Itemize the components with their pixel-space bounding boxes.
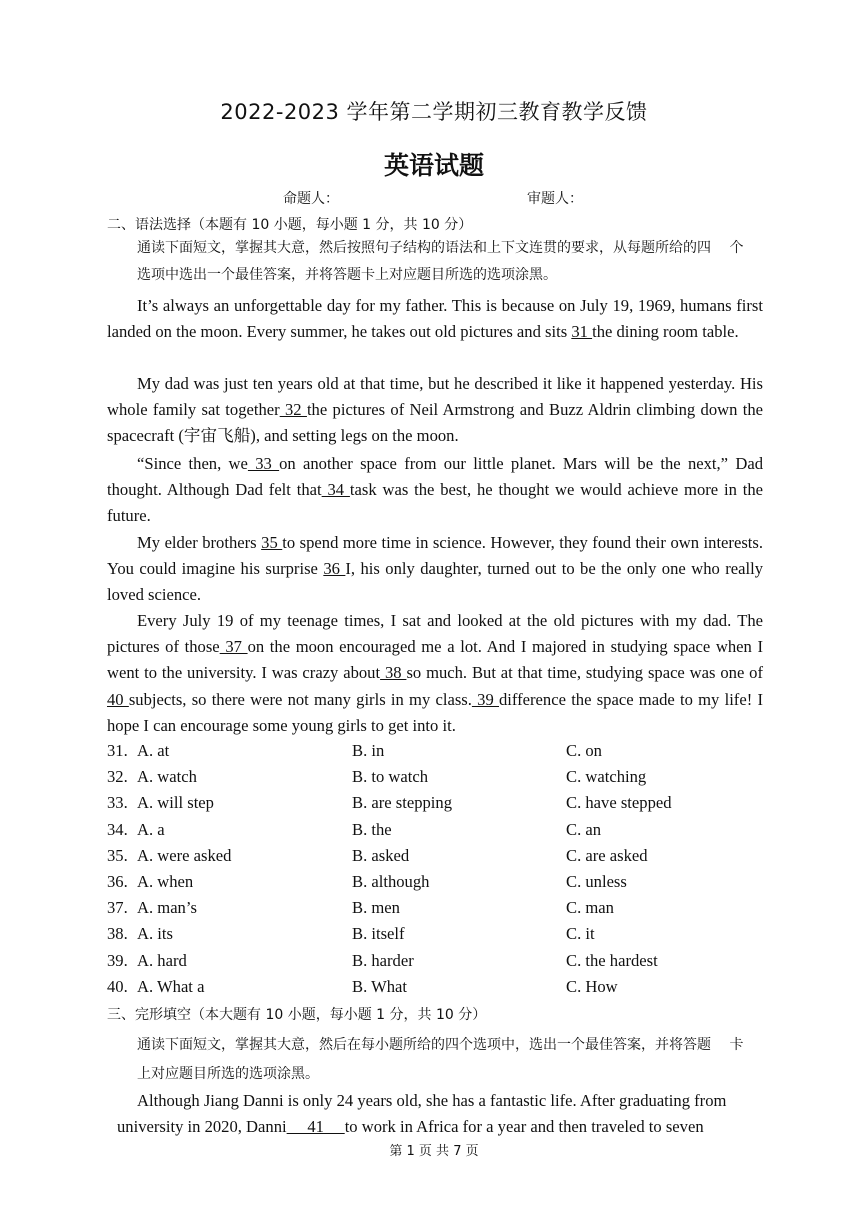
- option-number: 36.: [107, 872, 128, 891]
- option-number: 39.: [107, 950, 128, 970]
- blank-32: 32: [279, 400, 307, 420]
- option-a: A. will step: [137, 793, 214, 813]
- option-number: 33.: [107, 793, 128, 813]
- option-b: B. asked: [352, 845, 410, 865]
- passage-paragraph-3: “Since then, we 33 on another space from our little planet. Mars will be the next,” Dad thought. Although Dad felt that 34 task was the best, he thought we would achieve more in the future.: [107, 454, 764, 526]
- author-label: 命题人：: [283, 191, 339, 207]
- option-c: C. are asked: [566, 845, 648, 865]
- blank-35: 35: [261, 533, 283, 552]
- page-footer: 第 1 页 共 7 页: [389, 1144, 479, 1159]
- section3-instruction-line1: 通读下面短文，掌握其大意，然后在每小题所给的四个选项中，选出一个最佳答案，并将答题 卡: [137, 1037, 744, 1053]
- option-b: B. to watch: [352, 767, 429, 787]
- option-number: 34.: [107, 819, 128, 839]
- passage-paragraph-2: My dad was just ten years old at that time, but he described it like it happened yesterday. His whole family sat together 32 the pictures of Neil Armstrong and Buzz Aldrin climbing down the spacecraft (宇宙飞船), and setting legs on the moon.: [107, 374, 764, 446]
- passage-paragraph-1: It’s always an unforgettable day for my father. This is because on July 19, 1969, humans first landed on the moon. Every summer, he takes out old pictures and sits 31 the dining room table.: [107, 296, 763, 342]
- option-a: A. were asked: [137, 845, 232, 865]
- cloze-line-2: university in 2020, Danni 41 to work in Africa for a year and then traveled to seven: [117, 1117, 704, 1136]
- option-c: C. have stepped: [566, 793, 672, 813]
- blank-36: 36: [323, 559, 346, 579]
- option-b: B. harder: [352, 950, 414, 970]
- blank-37: 37: [219, 637, 248, 657]
- option-a: A. when: [137, 872, 194, 891]
- section3-instruction-line2: 上对应题目所选的选项涂黑。: [137, 1066, 319, 1082]
- option-b: B. although: [352, 872, 430, 891]
- option-number: 32.: [107, 767, 128, 787]
- option-a: A. man’s: [137, 898, 197, 918]
- option-number: 38.: [107, 924, 128, 944]
- section2-heading: 二、语法选择（本题有 10 小题，每小题 1 分，共 10 分）: [107, 217, 473, 233]
- blank-40: 40: [107, 689, 129, 709]
- option-a: A. watch: [137, 767, 197, 787]
- option-a: A. a: [137, 819, 165, 839]
- option-c: C. the hardest: [566, 950, 658, 970]
- option-c: C. on: [566, 741, 602, 760]
- cloze-line-1: Although Jiang Danni is only 24 years old, she has a fantastic life. After graduating from: [137, 1091, 727, 1110]
- option-c: C. How: [566, 976, 618, 996]
- option-a: A. hard: [137, 950, 187, 970]
- option-a: A. at: [137, 741, 170, 760]
- option-number: 40.: [107, 976, 128, 996]
- option-b: B. men: [352, 898, 400, 918]
- option-number: 31.: [107, 741, 128, 760]
- option-c: C. unless: [566, 872, 627, 891]
- section3-heading: 三、完形填空（本大题有 10 小题，每小题 1 分，共 10 分）: [107, 1007, 487, 1023]
- option-b: B. What: [352, 976, 407, 996]
- option-c: C. watching: [566, 767, 647, 787]
- section2-instruction-line1: 通读下面短文，掌握其大意，然后按照句子结构的语法和上下文连贯的要求，从每题所给的四 个: [137, 240, 744, 256]
- option-b: B. in: [352, 741, 385, 760]
- passage-paragraph-5: Every July 19 of my teenage times, I sat and looked at the old pictures with my dad. The pictures of those 37 on the moon encouraged me a lot. And I majored in studying space when I went to the university. I was crazy about 38 so much. But at that time, studying space was one of 40 subjects, so there were not many girls in my class. 39 difference the space made to my life! I hope I can encourage some young girls to get into it.: [107, 611, 764, 735]
- option-c: C. man: [566, 898, 614, 918]
- blank-34: 34: [321, 480, 350, 500]
- blank-38: 38: [380, 663, 407, 683]
- passage-paragraph-4: My elder brothers 35 to spend more time in science. However, they found their own interests. You could imagine his surprise 36 I, his only daughter, turned out to be the only one who really loved science.: [107, 533, 763, 605]
- option-c: C. it: [566, 924, 595, 944]
- blank-33: 33: [247, 454, 280, 473]
- blank-31: 31: [571, 322, 593, 342]
- option-number: 37.: [107, 898, 128, 918]
- option-c: C. an: [566, 819, 602, 839]
- section2-instruction-line2: 选项中选出一个最佳答案，并将答题卡上对应题目所选的选项涂黑。: [137, 267, 557, 283]
- option-a: A. its: [137, 924, 173, 944]
- page-subtitle: 英语试题: [383, 151, 484, 180]
- option-b: B. itself: [352, 924, 405, 944]
- option-b: B. are stepping: [352, 793, 453, 813]
- option-b: B. the: [352, 819, 392, 839]
- blank-41: 41: [286, 1117, 345, 1136]
- option-number: 35.: [107, 845, 128, 865]
- blank-39: 39: [471, 689, 499, 709]
- reviewer-label: 审题人：: [527, 191, 583, 207]
- option-a: A. What a: [137, 976, 205, 996]
- page-title: 2022-2023 学年第二学期初三教育教学反馈: [220, 100, 648, 124]
